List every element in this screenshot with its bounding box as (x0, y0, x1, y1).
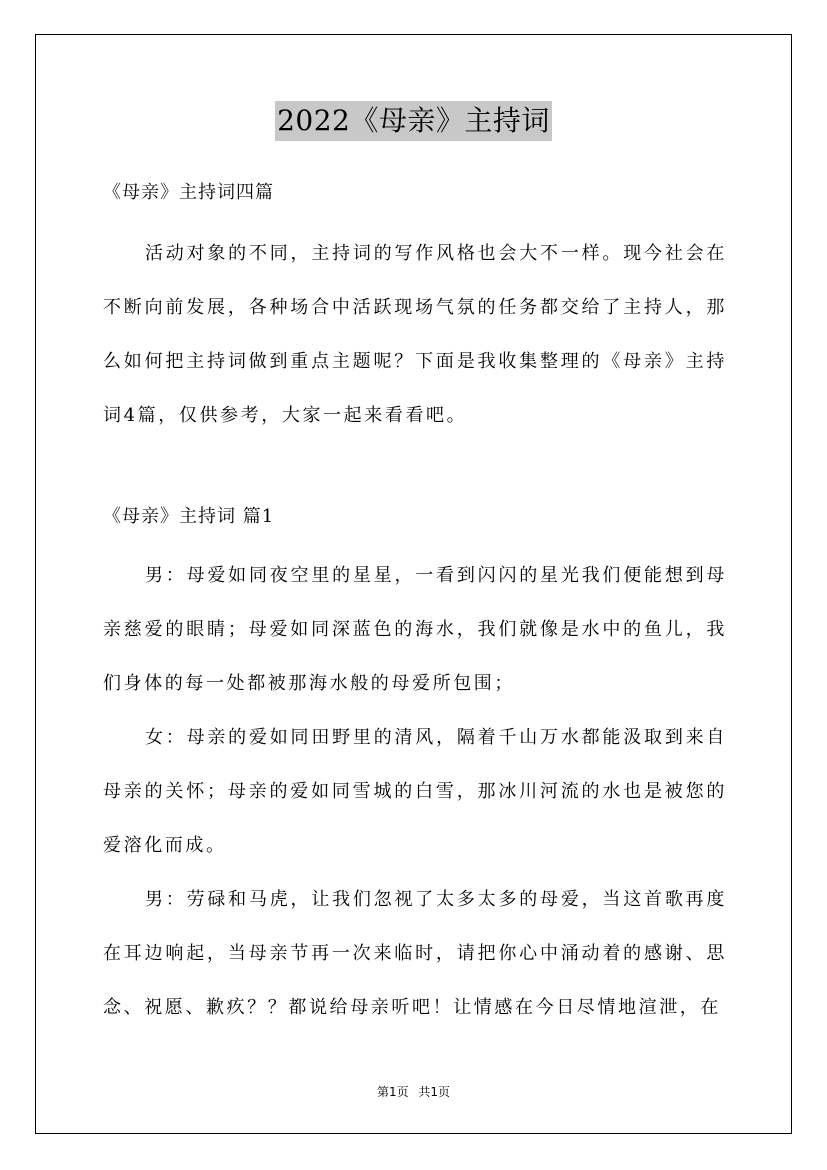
body-paragraph: 男：母爱如同夜空里的星星，一看到闪闪的星光我们便能想到母亲慈爱的眼睛；母爱如同深蓝色的海水，我们就像是水中的鱼儿，我们身体的每一处都被那海水般的母爱所包围； (103, 565, 727, 694)
page-footer (0, 1083, 827, 1100)
body-paragraph: 女：母亲的爱如同田野里的清风，隔着千山万水都能汲取到来自母亲的关怀；母亲的爱如同雪城的白雪，那冰川河流的水也是被您的爱溶化而成。 (103, 727, 727, 856)
document-body (103, 175, 727, 1035)
intro-paragraph: 活动对象的不同，主持词的写作风格也会大不一样。现今社会在不断向前发展，各种场合中活跃现场气氛的任务都交给了主持人，那么如何把主持词做到重点主题呢？下面是我收集整理的《母亲》主持词4篇，仅供参考，大家一起来看看吧。 (103, 243, 727, 426)
page-number: 第1页 (376, 1085, 409, 1099)
title-container (0, 101, 827, 141)
document-subtitle: 《母亲》主持词四篇 (103, 182, 274, 203)
section-gap (103, 443, 727, 499)
section-heading: 《母亲》主持词 篇1 (103, 506, 275, 527)
page-total: 共1页 (418, 1085, 451, 1099)
document-title: 2022《母亲》主持词 (275, 101, 552, 141)
body-paragraph: 男：劳碌和马虎，让我们忽视了太多太多的母爱，当这首歌再度在耳边响起，当母亲节再一次来临时，请把你心中涌动着的感谢、思念、祝愿、歉疚？？都说给母亲听吧！让情感在今日尽情地渲泄，在 (103, 889, 727, 1018)
